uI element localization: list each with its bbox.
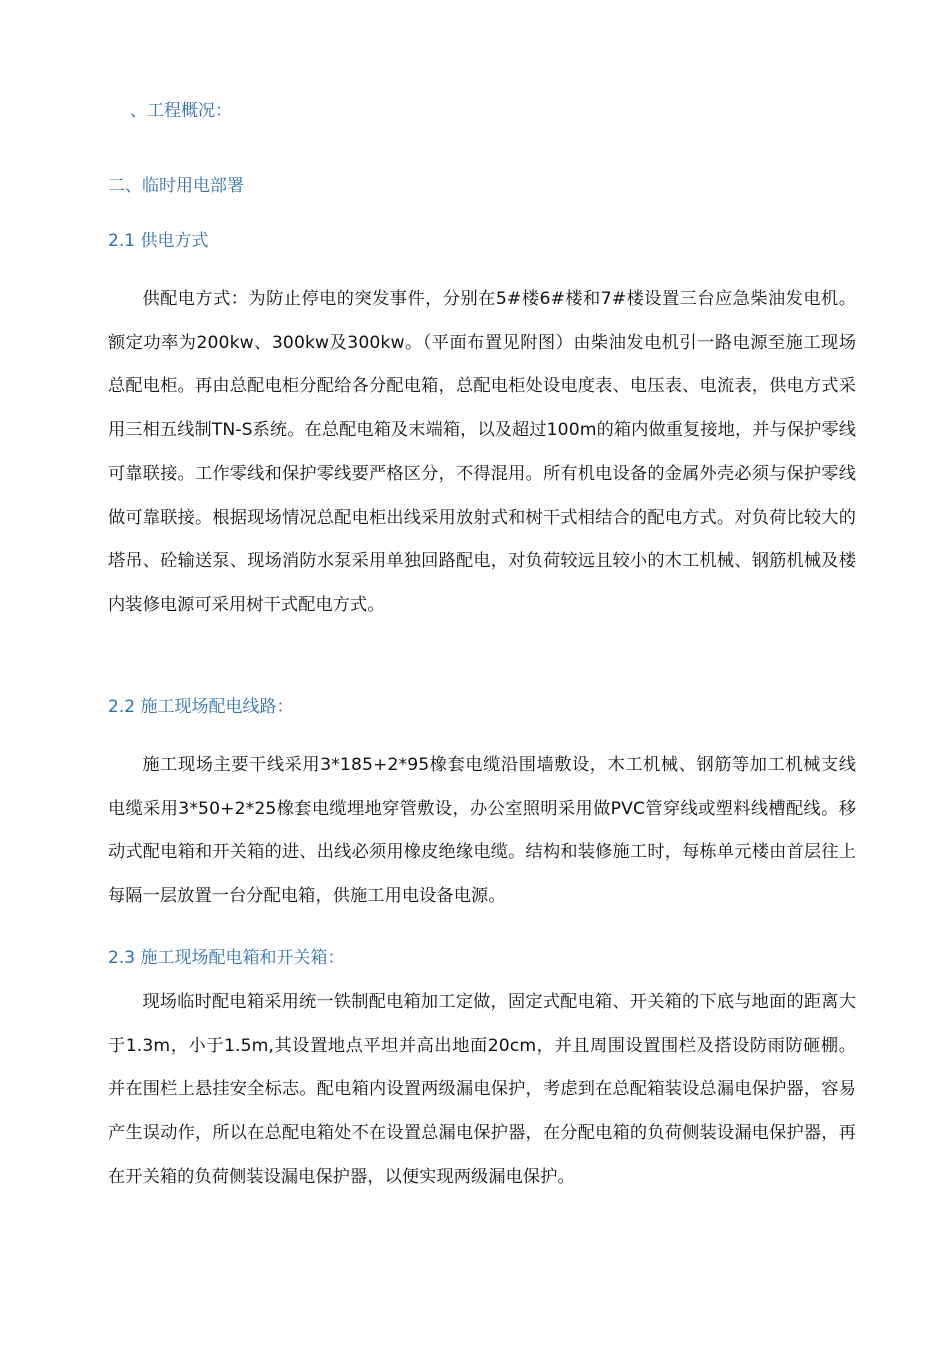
paragraph-distribution-boxes-and-switch-boxes: 现场临时配电箱采用统一铁制配电箱加工定做，固定式配电箱、开关箱的下底与地面的距离大于1.3m，小于1.5m,其设置地点平坦并高出地面20cm，并且周围设置围栏及搭设防雨防砸棚。并在围栏上悬挂安全标志。配电箱内设置两级漏电保护，考虑到在总配箱装设总漏电保护器，容易产生误动作，所以在总配电箱处不在设置总漏电保护器，在分配电箱的负荷侧装设漏电保护器，再在开关箱的负荷侧装设漏电保护器，以便实现两级漏电保护。: [108, 992, 856, 1187]
subheading-site-distribution-lines: 2.2 施工现场配电线路：: [108, 697, 294, 717]
subheading-distribution-boxes-and-switch-boxes: 2.3 施工现场配电箱和开关箱：: [108, 948, 345, 968]
subheading-power-supply-method: 2.1 供电方式: [108, 231, 209, 251]
paragraph-power-supply-method: 供配电方式：为防止停电的突发事件，分别在5#楼6#楼和7#楼设置三台应急柴油发电机。额定功率为200kw、300kw及300kw。（平面布置见附图）由柴油发电机引一路电源至施工现场总配电柜。再由总配电柜分配给各分配电箱，总配电柜处设电度表、电压表、电流表，供电方式采用三相五线制TN-S系统。在总配电箱及末端箱，以及超过100m的箱内做重复接地，并与保护零线可靠联接。工作零线和保护零线要严格区分，不得混用。所有机电设备的金属外壳必须与保护零线做可靠联接。根据现场情况总配电柜出线采用放射式和树干式相结合的配电方式。对负荷比较大的塔吊、砼输送泵、现场消防水泵采用单独回路配电，对负荷较远且较小的木工机械、钢筋机械及楼内装修电源可采用树干式配电方式。: [108, 289, 856, 615]
heading-project-overview: 、工程概况：: [130, 101, 232, 121]
heading-temporary-power-deployment: 二、临时用电部署: [108, 176, 244, 196]
paragraph-site-distribution-lines: 施工现场主要干线采用3*185+2*95橡套电缆沿围墙敷设，木工机械、钢筋等加工机械支线电缆采用3*50+2*25橡套电缆埋地穿管敷设，办公室照明采用做PVC管穿线或塑料线槽配线。移动式配电箱和开关箱的进、出线必须用橡皮绝缘电缆。结构和装修施工时，每栋单元楼由首层往上每隔一层放置一台分配电箱，供施工用电设备电源。: [108, 755, 856, 907]
